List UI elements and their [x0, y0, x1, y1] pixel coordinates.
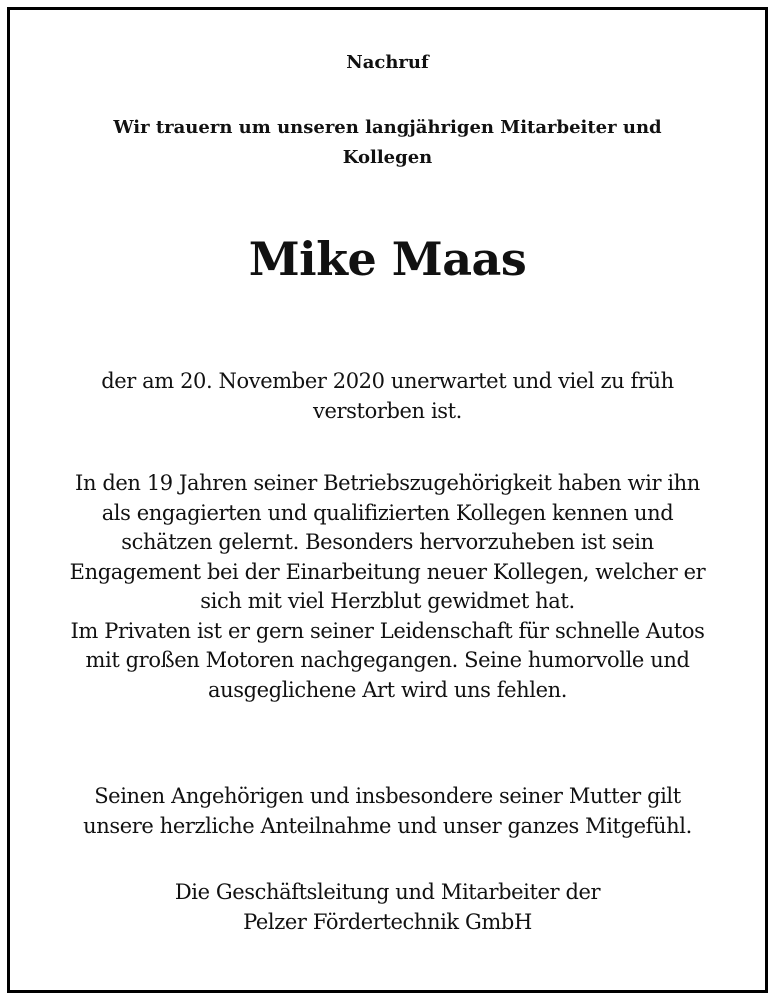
- notice-heading: Nachruf: [346, 52, 429, 73]
- tribute-line: ausgeglichene Art wird uns fehlen.: [207, 677, 568, 702]
- mourning-line: Wir trauern um unseren langjährigen Mitarbeiter und: [113, 117, 662, 138]
- death-statement: [22, 367, 753, 426]
- mourning-line: Kollegen: [342, 147, 433, 168]
- signature-block: [22, 878, 753, 937]
- tribute-line: In den 19 Jahren seiner Betriebszugehörigkeit haben wir ihn: [75, 471, 700, 495]
- death-line: verstorben ist.: [313, 398, 462, 423]
- condolence-line: unsere herzliche Anteilnahme und unser ganzes Mitgefühl.: [83, 813, 692, 838]
- signature-line: Pelzer Fördertechnik GmbH: [243, 909, 532, 934]
- obituary-frame: [7, 7, 768, 993]
- condolence-paragraph: [22, 782, 753, 841]
- tribute-paragraph: [22, 469, 753, 705]
- tribute-line: sich mit viel Herzblut gewidmet hat.: [200, 589, 575, 613]
- death-line: der am 20. November 2020 unerwartet und viel zu früh: [101, 369, 674, 393]
- tribute-line: als engagierten und qualifizierten Kollegen kennen und: [101, 500, 674, 525]
- tribute-line: Engagement bei der Einarbeitung neuer Kollegen, welcher er: [69, 559, 706, 584]
- tribute-line: schätzen gelernt. Besonders hervorzuheben ist sein: [121, 530, 654, 554]
- mourning-statement: [50, 113, 725, 173]
- deceased-name: Mike Maas: [248, 232, 527, 286]
- tribute-line: Im Privaten ist er gern seiner Leidenschaft für schnelle Autos: [70, 618, 705, 643]
- signature-line: Die Geschäftsleitung und Mitarbeiter der: [174, 880, 601, 904]
- tribute-line: mit großen Motoren nachgegangen. Seine humorvolle und: [85, 648, 690, 672]
- condolence-line: Seinen Angehörigen und insbesondere seiner Mutter gilt: [94, 784, 681, 808]
